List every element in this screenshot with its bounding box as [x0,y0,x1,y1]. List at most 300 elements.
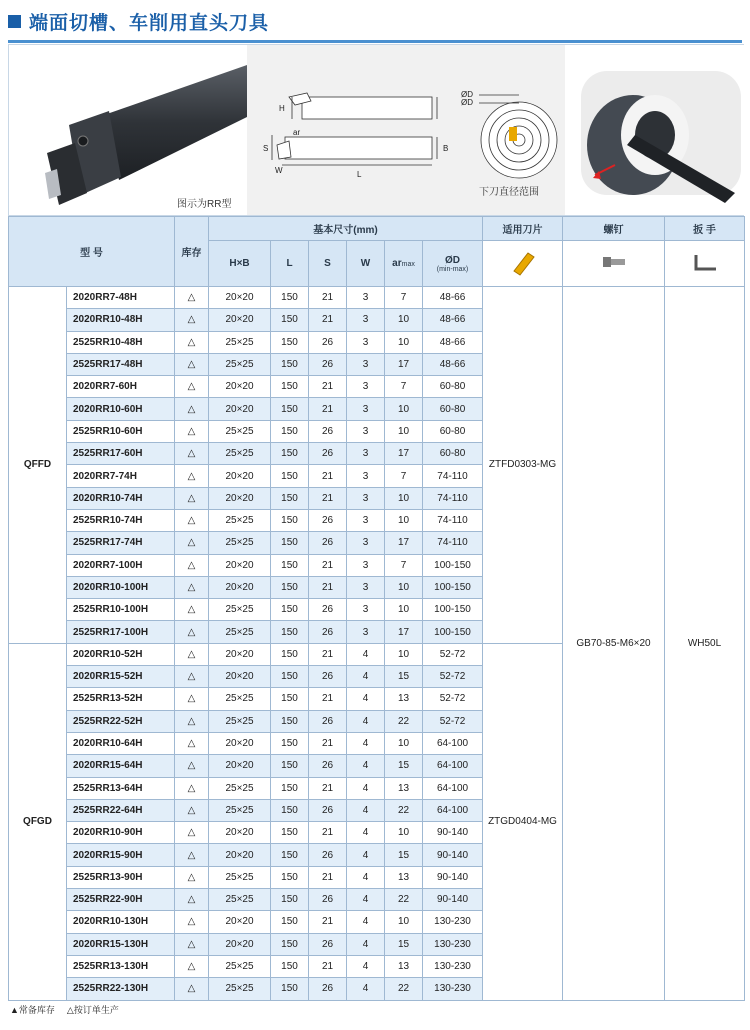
cell-model: 2020RR7-74H [67,465,175,487]
cell-hxb: 20×20 [209,487,271,509]
cell-stock: △ [175,688,209,710]
insert-code: ZTFD0303-MG [483,287,563,644]
header-stock: 库存 [175,217,209,287]
cell-hxb: 25×25 [209,443,271,465]
cell-w: 3 [347,353,385,375]
cell-hxb: 20×20 [209,287,271,309]
cell-od: 64-100 [423,777,483,799]
cell-hxb: 20×20 [209,755,271,777]
header-od-main: ØD [445,254,460,266]
cell-w: 3 [347,420,385,442]
cell-model: 2020RR10-90H [67,822,175,844]
cell-od: 130-230 [423,911,483,933]
cell-hxb: 20×20 [209,465,271,487]
cell-w: 3 [347,487,385,509]
cell-l: 150 [271,688,309,710]
cell-ar: 15 [385,755,423,777]
cell-stock: △ [175,621,209,643]
table-row [9,287,745,309]
series-code: QFGD [9,643,67,1000]
cell-ar: 10 [385,420,423,442]
cell-l: 150 [271,666,309,688]
cell-ar: 17 [385,532,423,554]
header-od-sub: (min-max) [436,265,469,273]
cell-od: 100-150 [423,576,483,598]
cell-w: 4 [347,866,385,888]
cell-w: 4 [347,710,385,732]
cell-w: 4 [347,955,385,977]
cell-l: 150 [271,576,309,598]
cell-od: 48-66 [423,331,483,353]
cell-model: 2020RR7-48H [67,287,175,309]
header-od [423,241,483,287]
table-body [9,287,745,1001]
cell-model: 2525RR17-74H [67,532,175,554]
cell-l: 150 [271,443,309,465]
cell-s: 21 [309,398,347,420]
cell-ar: 15 [385,933,423,955]
insert-icon-cell [483,241,563,287]
cell-hxb: 25×25 [209,777,271,799]
dim-label-s: S [263,144,269,153]
cell-w: 3 [347,398,385,420]
cell-ar: 7 [385,287,423,309]
cell-od: 52-72 [423,666,483,688]
cell-s: 26 [309,710,347,732]
cell-od: 74-110 [423,487,483,509]
cell-hxb: 25×25 [209,509,271,531]
cell-w: 4 [347,911,385,933]
cell-stock: △ [175,777,209,799]
cell-od: 100-150 [423,554,483,576]
cell-od: 100-150 [423,621,483,643]
cell-model: 2525RR22-52H [67,710,175,732]
screw-icon [599,247,629,277]
cell-l: 150 [271,643,309,665]
cell-ar: 10 [385,643,423,665]
screw-icon-cell [563,241,665,287]
header-w: W [347,241,385,287]
cell-s: 21 [309,955,347,977]
cell-stock: △ [175,710,209,732]
specification-table [8,216,745,1001]
title-bar [8,8,269,34]
cell-model: 2525RR13-130H [67,955,175,977]
cell-ar: 10 [385,822,423,844]
cell-s: 26 [309,331,347,353]
cell-hxb: 20×20 [209,554,271,576]
cell-hxb: 25×25 [209,710,271,732]
cell-s: 26 [309,844,347,866]
cell-w: 4 [347,889,385,911]
cell-s: 26 [309,420,347,442]
cell-od: 100-150 [423,599,483,621]
header-s: S [309,241,347,287]
cell-model: 2525RR22-90H [67,889,175,911]
dim-label-h: H [279,104,285,113]
cell-hxb: 25×25 [209,621,271,643]
dim-label-w: W [275,166,283,175]
cell-stock: △ [175,643,209,665]
cell-model: 2525RR17-100H [67,621,175,643]
cell-w: 4 [347,688,385,710]
cell-od: 64-100 [423,799,483,821]
cell-w: 4 [347,732,385,754]
cell-l: 150 [271,309,309,331]
cell-od: 52-72 [423,643,483,665]
cell-hxb: 20×20 [209,376,271,398]
cell-model: 2525RR10-60H [67,420,175,442]
cell-w: 3 [347,621,385,643]
cell-ar: 17 [385,621,423,643]
cell-w: 3 [347,465,385,487]
cell-hxb: 25×25 [209,978,271,1000]
cell-l: 150 [271,532,309,554]
cell-stock: △ [175,866,209,888]
cell-l: 150 [271,933,309,955]
cell-model: 2525RR13-90H [67,866,175,888]
cell-hxb: 25×25 [209,889,271,911]
cell-w: 3 [347,376,385,398]
cell-w: 4 [347,822,385,844]
cell-model: 2020RR10-100H [67,576,175,598]
screw-code: GB70-85-M6×20 [563,287,665,1001]
legend [10,1003,119,1016]
cell-ar: 10 [385,732,423,754]
cell-l: 150 [271,465,309,487]
cell-stock: △ [175,309,209,331]
cell-hxb: 20×20 [209,933,271,955]
cell-od: 130-230 [423,978,483,1000]
cell-s: 26 [309,443,347,465]
cell-l: 150 [271,353,309,375]
cell-model: 2020RR10-60H [67,398,175,420]
cell-l: 150 [271,777,309,799]
cell-hxb: 20×20 [209,666,271,688]
cell-hxb: 20×20 [209,576,271,598]
legend-made-to-order: △按订单生产 [66,1005,119,1015]
cell-model: 2020RR15-64H [67,755,175,777]
cell-s: 26 [309,532,347,554]
cell-model: 2020RR10-52H [67,643,175,665]
header-ar-sub: max [401,261,415,268]
cell-w: 3 [347,443,385,465]
cell-hxb: 25×25 [209,688,271,710]
cell-od: 130-230 [423,933,483,955]
cell-stock: △ [175,331,209,353]
cell-model: 2020RR15-130H [67,933,175,955]
cell-od: 130-230 [423,955,483,977]
cell-ar: 13 [385,955,423,977]
cell-s: 26 [309,889,347,911]
cell-w: 3 [347,287,385,309]
cell-model: 2020RR7-60H [67,376,175,398]
cell-ar: 10 [385,309,423,331]
cell-w: 4 [347,666,385,688]
cell-hxb: 25×25 [209,353,271,375]
insert-code: ZTGD0404-MG [483,643,563,1000]
cell-hxb: 20×20 [209,643,271,665]
cell-stock: △ [175,576,209,598]
cell-hxb: 25×25 [209,955,271,977]
cell-model: 2525RR10-100H [67,599,175,621]
cell-s: 21 [309,866,347,888]
cell-l: 150 [271,866,309,888]
cell-hxb: 20×20 [209,911,271,933]
cell-w: 3 [347,331,385,353]
cell-ar: 7 [385,554,423,576]
cell-ar: 10 [385,576,423,598]
cell-l: 150 [271,732,309,754]
cell-model: 2525RR10-74H [67,509,175,531]
cell-ar: 10 [385,509,423,531]
cell-ar: 10 [385,398,423,420]
cell-stock: △ [175,487,209,509]
cell-s: 21 [309,643,347,665]
cell-l: 150 [271,554,309,576]
dim-label-od-2: ØD [461,98,473,107]
cell-ar: 10 [385,331,423,353]
cell-model: 2020RR7-100H [67,554,175,576]
cell-od: 74-110 [423,509,483,531]
cell-ar: 13 [385,688,423,710]
legend-stock-regular: ▲常备库存 [10,1005,55,1015]
cell-l: 150 [271,889,309,911]
cell-l: 150 [271,822,309,844]
cell-model: 2525RR22-130H [67,978,175,1000]
cell-model: 2525RR22-64H [67,799,175,821]
cell-ar: 22 [385,978,423,1000]
header-hxb: H×B [209,241,271,287]
cell-ar: 22 [385,799,423,821]
cell-l: 150 [271,509,309,531]
cell-w: 4 [347,844,385,866]
cell-stock: △ [175,911,209,933]
cell-stock: △ [175,554,209,576]
cell-w: 4 [347,799,385,821]
cell-l: 150 [271,911,309,933]
cell-w: 3 [347,576,385,598]
cell-ar: 10 [385,599,423,621]
cell-od: 48-66 [423,309,483,331]
cell-stock: △ [175,376,209,398]
cell-od: 60-80 [423,376,483,398]
cell-s: 26 [309,799,347,821]
tool-photo [9,45,247,215]
cell-s: 21 [309,487,347,509]
cell-hxb: 20×20 [209,309,271,331]
dim-label-ar: ar [293,128,301,137]
cell-od: 48-66 [423,353,483,375]
cell-hxb: 25×25 [209,599,271,621]
cell-w: 4 [347,933,385,955]
cell-stock: △ [175,287,209,309]
cell-s: 26 [309,353,347,375]
header-insert: 适用刀片 [483,217,563,241]
cell-ar: 17 [385,353,423,375]
cell-l: 150 [271,487,309,509]
cell-hxb: 20×20 [209,398,271,420]
title-marker [8,15,21,28]
cell-od: 60-80 [423,443,483,465]
cell-stock: △ [175,822,209,844]
cell-w: 4 [347,777,385,799]
cell-ar: 17 [385,443,423,465]
cell-l: 150 [271,376,309,398]
cell-s: 21 [309,911,347,933]
cell-hxb: 25×25 [209,420,271,442]
cell-stock: △ [175,978,209,1000]
cell-ar: 15 [385,666,423,688]
page-title: 端面切槽、车削用直头刀具 [29,12,270,34]
dimension-drawing [247,45,565,215]
series-code: QFFD [9,287,67,644]
cell-stock: △ [175,353,209,375]
wrench-icon [690,247,720,277]
cell-l: 150 [271,799,309,821]
cell-ar: 13 [385,866,423,888]
hero-images [8,44,744,216]
cell-w: 3 [347,554,385,576]
cell-l: 150 [271,844,309,866]
cell-stock: △ [175,509,209,531]
cell-hxb: 20×20 [209,822,271,844]
cell-w: 3 [347,532,385,554]
cell-hxb: 25×25 [209,799,271,821]
header-basic-dims: 基本尺寸(mm) [209,217,483,241]
insert-closeup [565,45,745,215]
cell-od: 90-140 [423,844,483,866]
cell-w: 3 [347,599,385,621]
cell-model: 2525RR10-48H [67,331,175,353]
cell-od: 52-72 [423,710,483,732]
cell-stock: △ [175,732,209,754]
cell-l: 150 [271,978,309,1000]
cell-stock: △ [175,666,209,688]
cell-stock: △ [175,443,209,465]
cell-stock: △ [175,599,209,621]
cell-model: 2020RR15-52H [67,666,175,688]
cell-s: 26 [309,599,347,621]
cell-model: 2020RR10-64H [67,732,175,754]
diameter-range-caption: 下刀直径范围 [479,187,539,198]
cell-stock: △ [175,532,209,554]
cell-l: 150 [271,710,309,732]
cell-s: 21 [309,732,347,754]
cell-hxb: 25×25 [209,532,271,554]
cell-s: 21 [309,376,347,398]
cell-stock: △ [175,889,209,911]
header-ar-main: ar [392,258,402,269]
dim-label-l: L [357,170,362,179]
cell-od: 74-110 [423,465,483,487]
cell-l: 150 [271,621,309,643]
insert-icon [508,247,538,277]
cell-stock: △ [175,955,209,977]
header-l: L [271,241,309,287]
header-ar [385,241,423,287]
cell-w: 3 [347,509,385,531]
cell-s: 21 [309,465,347,487]
tool-holder-illustration [9,45,247,215]
cell-model: 2525RR13-64H [67,777,175,799]
cell-model: 2020RR15-90H [67,844,175,866]
cell-s: 21 [309,822,347,844]
cell-l: 150 [271,955,309,977]
cell-model: 2020RR10-130H [67,911,175,933]
cell-stock: △ [175,755,209,777]
cell-l: 150 [271,420,309,442]
cell-ar: 22 [385,889,423,911]
cell-stock: △ [175,398,209,420]
cell-od: 64-100 [423,732,483,754]
cell-od: 90-140 [423,822,483,844]
cell-ar: 10 [385,911,423,933]
cell-od: 64-100 [423,755,483,777]
cell-s: 21 [309,688,347,710]
cell-model: 2020RR10-48H [67,309,175,331]
cell-model: 2525RR17-60H [67,443,175,465]
cell-hxb: 25×25 [209,866,271,888]
cell-w: 4 [347,643,385,665]
cell-l: 150 [271,755,309,777]
cell-s: 26 [309,509,347,531]
cell-model: 2525RR17-48H [67,353,175,375]
cell-ar: 13 [385,777,423,799]
wrench-icon-cell [665,241,745,287]
header-model: 型 号 [9,217,175,287]
cell-l: 150 [271,287,309,309]
cell-s: 21 [309,576,347,598]
cell-ar: 15 [385,844,423,866]
cell-s: 21 [309,309,347,331]
cell-od: 74-110 [423,532,483,554]
wrench-code: WH50L [665,287,745,1001]
cell-stock: △ [175,933,209,955]
cell-s: 26 [309,621,347,643]
tool-caption: 图示为RR型 [177,199,232,210]
cell-od: 90-140 [423,866,483,888]
title-divider [8,40,742,43]
cell-od: 60-80 [423,420,483,442]
cell-s: 26 [309,933,347,955]
cell-s: 21 [309,777,347,799]
cell-s: 26 [309,978,347,1000]
dim-label-b: B [443,144,449,153]
cell-model: 2525RR13-52H [67,688,175,710]
cell-od: 90-140 [423,889,483,911]
cell-ar: 7 [385,376,423,398]
insert-closeup-illustration [565,45,745,215]
header-screw: 螺钉 [563,217,665,241]
cell-stock: △ [175,465,209,487]
cell-stock: △ [175,799,209,821]
cell-ar: 10 [385,487,423,509]
cell-l: 150 [271,599,309,621]
cell-hxb: 25×25 [209,331,271,353]
cell-ar: 7 [385,465,423,487]
cell-s: 21 [309,554,347,576]
cell-od: 48-66 [423,287,483,309]
dim-label-od-1: ØD [461,90,473,99]
cell-hxb: 20×20 [209,844,271,866]
cell-model: 2020RR10-74H [67,487,175,509]
cell-stock: △ [175,420,209,442]
header-wrench: 扳 手 [665,217,745,241]
cell-s: 26 [309,755,347,777]
cell-ar: 22 [385,710,423,732]
cell-l: 150 [271,398,309,420]
